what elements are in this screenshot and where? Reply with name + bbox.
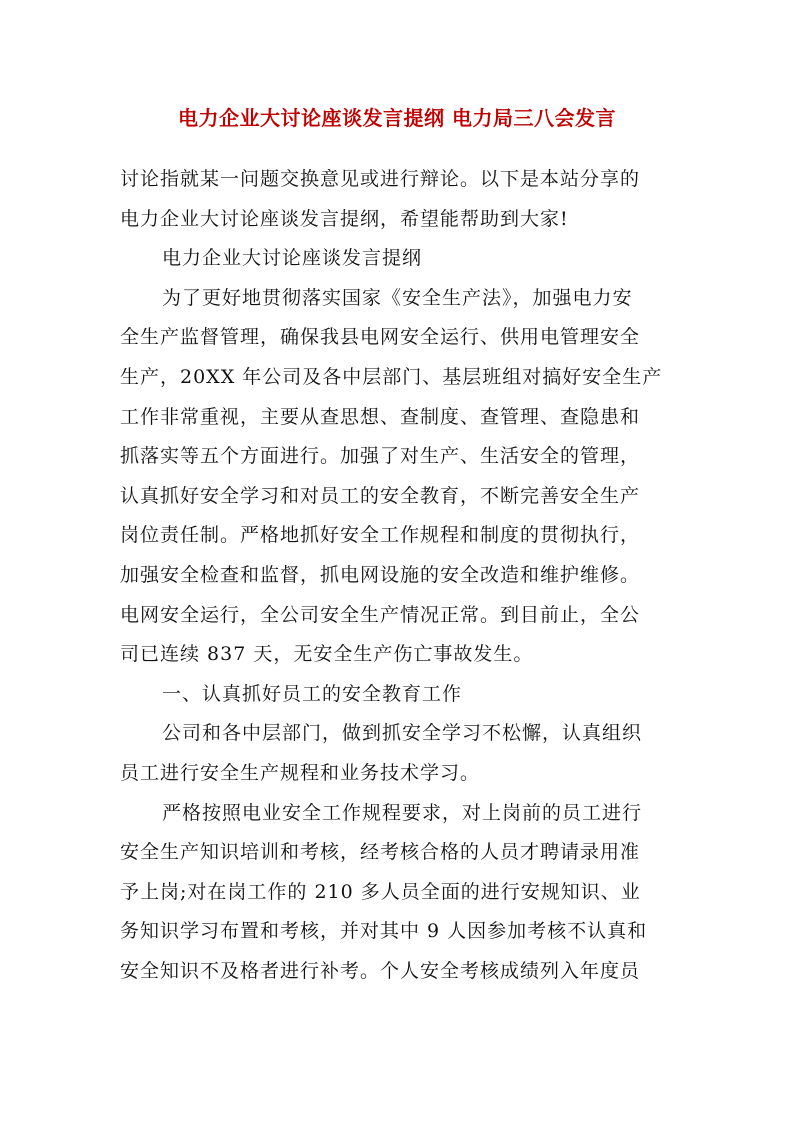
body-line: 司已连续 837 天，无安全生产伤亡事故发生。 (120, 643, 534, 666)
body-line: 认真抓好安全学习和对员工的安全教育，不断完善安全生产 (120, 484, 641, 507)
body-line: 公司和各中层部门，做到抓安全学习不松懈，认真组织 (162, 722, 643, 745)
body-line: 务知识学习布置和考核，并对其中 9 人因参加考核不认真和 (120, 920, 648, 943)
body-line: 讨论指就某一问题交换意见或进行辩论。以下是本站分享的 (120, 168, 641, 190)
body-line: 电力企业大讨论座谈发言提纲，希望能帮助到大家! (120, 207, 569, 230)
document-title: 电力企业大讨论座谈发言提纲 电力局三八会发言 (178, 106, 616, 130)
body-line: 电网安全运行，全公司安全生产情况正常。到目前止，全公 (120, 603, 641, 626)
body-line: 工作非常重视，主要从查思想、查制度、查管理、查隐患和 (120, 405, 641, 428)
body-line: 加强安全检查和监督，抓电网设施的安全改造和维护维修。 (120, 563, 641, 586)
body-line: 安全生产知识培训和考核，经考核合格的人员才聘请录用准 (120, 841, 641, 864)
body-line: 员工进行安全生产规程和业务技术学习。 (120, 761, 481, 784)
body-line: 为了更好地贯彻落实国家《安全生产法》，加强电力安 (162, 286, 633, 309)
document-body (120, 160, 680, 991)
body-line: 一、认真抓好员工的安全教育工作 (162, 682, 463, 705)
body-line: 予上岗;对在岗工作的 210 多人员全面的进行安规知识、业 (120, 880, 641, 903)
body-line: 安全知识不及格者进行补考。个人安全考核成绩列入年度员 (120, 959, 641, 982)
body-line: 全生产监督管理，确保我县电网安全运行、供用电管理安全 (120, 326, 641, 349)
body-line: 岗位责任制。严格地抓好安全工作规程和制度的贯彻执行， (120, 524, 641, 547)
body-line: 抓落实等五个方面进行。加强了对生产、生活安全的管理， (120, 445, 641, 468)
body-line: 电力企业大讨论座谈发言提纲 (162, 247, 423, 270)
body-line: 严格按照电业安全工作规程要求，对上岗前的员工进行 (162, 801, 643, 824)
body-line: 生产，20XX 年公司及各中层部门、基层班组对搞好安全生产 (120, 365, 663, 388)
